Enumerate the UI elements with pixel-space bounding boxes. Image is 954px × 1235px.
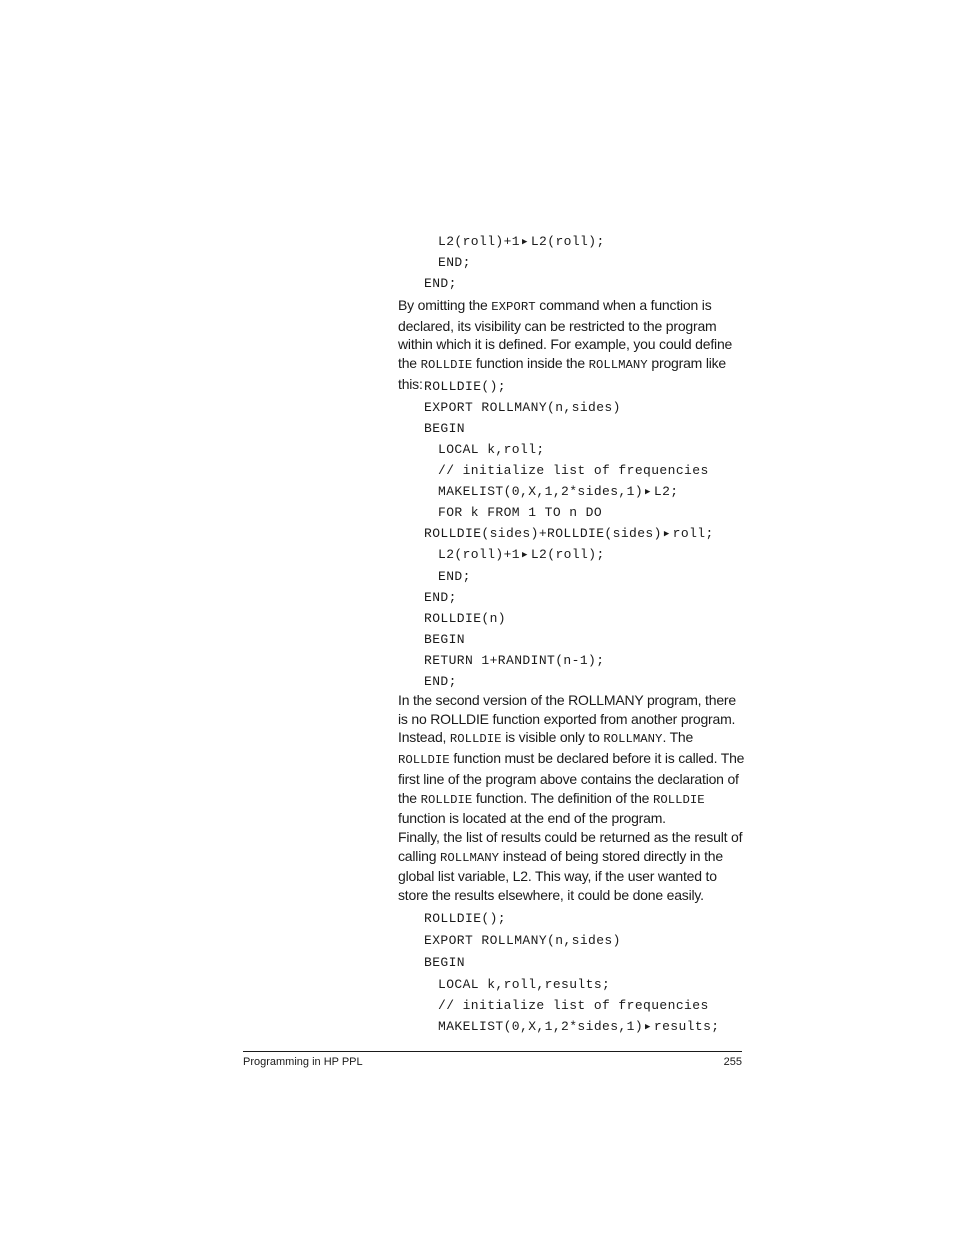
code-line: BEGIN xyxy=(424,632,466,647)
code-line: LOCAL k,roll,results; xyxy=(438,977,611,992)
inline-code: ROLLDIE xyxy=(420,358,473,373)
code-line: MAKELIST(0,X,1,2*sides,1) ▶ results; xyxy=(438,1019,720,1034)
code-comment: // initialize list of frequencies xyxy=(438,998,709,1013)
code-line: BEGIN xyxy=(424,421,466,436)
store-arrow-icon: ▶ xyxy=(645,487,651,497)
store-arrow-icon: ▶ xyxy=(645,1022,651,1032)
code-line: BEGIN xyxy=(424,955,466,970)
code-text: L2(roll); xyxy=(530,234,605,249)
inline-code: ROLLDIE xyxy=(652,792,705,807)
code-line: EXPORT ROLLMANY(n,sides) xyxy=(424,400,621,415)
code-line: END; xyxy=(424,276,457,291)
code-line xyxy=(438,231,605,254)
footer-rule xyxy=(243,1051,742,1052)
page-number: 255 xyxy=(723,1056,742,1068)
code-line: RETURN 1+RANDINT(n-1); xyxy=(424,653,605,668)
code-line: L2(roll)+1 ▶ L2(roll); xyxy=(438,547,605,562)
code-line: EXPORT ROLLMANY(n,sides) xyxy=(424,933,621,948)
inline-code: ROLLMANY xyxy=(439,850,500,865)
code-line: LOCAL k,roll; xyxy=(438,442,545,457)
inline-code: ROLLMANY xyxy=(588,358,648,373)
store-arrow-icon: ▶ xyxy=(522,237,528,247)
inline-code: EXPORT xyxy=(491,300,536,314)
body-paragraph: Finally, the list of results could be returned as the result of calling ROLLMANY instead of being stored directly in the global list variable, L2. This way, if the user wanted to store the results elsewhere, it could be done easily. xyxy=(398,829,743,904)
code-line: ROLLDIE(); xyxy=(424,379,507,394)
store-arrow-icon: ▶ xyxy=(522,550,528,560)
inline-code: ROLLMANY xyxy=(603,732,663,747)
body-paragraph: By omitting the EXPORT command when a function is declared, its visibility can be restricted to the program within which it is defined. For example, you could define the ROLLDIE function inside the ROLLMANY program like this: xyxy=(398,297,733,392)
code-line: ROLLDIE(sides)+ROLLDIE(sides) ▶ roll; xyxy=(424,526,714,541)
inline-code: ROLLDIE xyxy=(398,753,450,768)
code-line: END; xyxy=(424,674,457,689)
inline-code: ROLLDIE xyxy=(449,732,502,747)
code-line: MAKELIST(0,X,1,2*sides,1) ▶ L2; xyxy=(438,484,679,499)
code-line: ROLLDIE(); xyxy=(424,911,507,926)
code-comment: // initialize list of frequencies xyxy=(438,463,709,478)
code-text: L2(roll)+1 xyxy=(438,234,521,249)
footer-section-title: Programming in HP PPL xyxy=(243,1056,363,1068)
store-arrow-icon: ▶ xyxy=(663,529,670,539)
code-line: FOR k FROM 1 TO n DO xyxy=(438,505,603,520)
body-paragraph: In the second version of the ROLLMANY program, there is no ROLLDIE function exported from another program. Instead, ROLLDIE is visible only to ROLLMANY. The ROLLDIE function must be declared before it is called. The first line of the program above contains the declaration of the ROLLDIE function. The definition of the ROLLDIE function is located at the end of the program. xyxy=(398,692,745,827)
code-line: END; xyxy=(438,569,471,584)
inline-code: ROLLDIE xyxy=(420,792,473,807)
code-line: END; xyxy=(424,590,457,605)
code-line: END; xyxy=(438,255,471,270)
code-line: ROLLDIE(n) xyxy=(424,611,507,626)
